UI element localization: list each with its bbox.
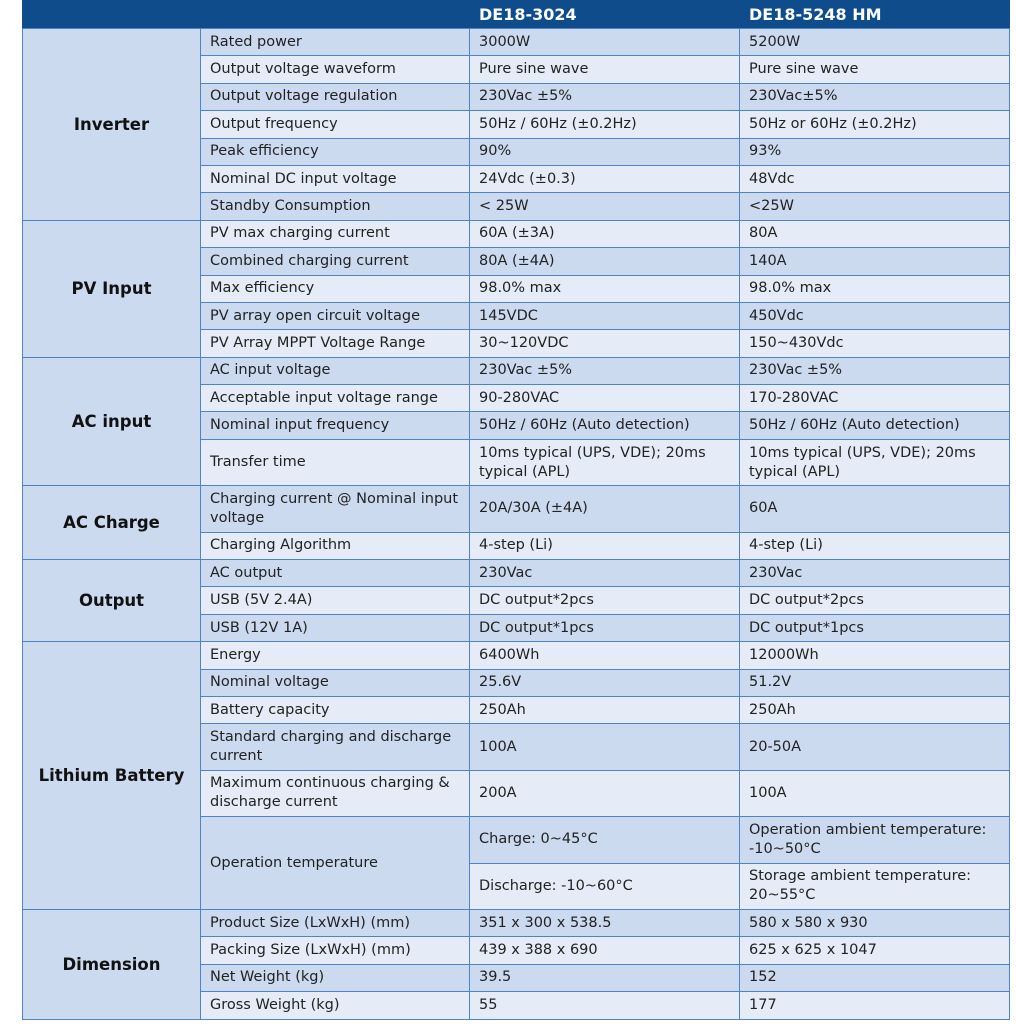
header-category [23,1,201,29]
parameter-name: Operation temperature [201,817,470,910]
value-de18-5248hm: DC output*2pcs [740,587,1010,614]
value-de18-3024: 145VDC [470,302,740,329]
value-de18-5248hm: 50Hz / 60Hz (Auto detection) [740,412,1010,439]
parameter-name: AC output [201,560,470,587]
value-de18-5248hm: <25W [740,193,1010,220]
parameter-name: PV array open circuit voltage [201,302,470,329]
header-row [23,1,1010,29]
parameter-name: Gross Weight (kg) [201,992,470,1019]
spec-table-header [23,1,1010,29]
value-de18-5248hm: 250Ah [740,696,1010,723]
parameter-name: Standby Consumption [201,193,470,220]
value-de18-5248hm: 580 x 580 x 930 [740,909,1010,936]
parameter-name: PV max charging current [201,220,470,247]
value-de18-3024: 351 x 300 x 538.5 [470,909,740,936]
parameter-name: USB (5V 2.4A) [201,587,470,614]
value-de18-5248hm: 170-280VAC [740,385,1010,412]
value-de18-3024: 90-280VAC [470,385,740,412]
parameter-name: Combined charging current [201,248,470,275]
value-de18-3024: 39.5 [470,964,740,991]
parameter-name: Acceptable input voltage range [201,385,470,412]
value-de18-5248hm: 80A [740,220,1010,247]
value-de18-3024: 55 [470,992,740,1019]
value-de18-3024: 200A [470,770,740,816]
value-de18-5248hm: DC output*1pcs [740,614,1010,641]
section-label-pv-input: PV Input [23,220,201,357]
value-de18-5248hm: 230Vac±5% [740,83,1010,110]
value-de18-3024: < 25W [470,193,740,220]
parameter-name: Peak efficiency [201,138,470,165]
header-model-de18-5248hm: DE18-5248 HM [740,1,1010,29]
section-label-output: Output [23,560,201,642]
parameter-name: Max efficiency [201,275,470,302]
value-de18-5248hm: 12000Wh [740,642,1010,669]
value-de18-3024: 20A/30A (±4A) [470,486,740,532]
value-de18-5248hm: 150~430Vdc [740,330,1010,357]
value-de18-3024: 25.6V [470,669,740,696]
value-de18-5248hm: Operation ambient temperature: -10~50°C [740,817,1010,863]
section-label-inverter: Inverter [23,29,201,221]
value-de18-3024: 24Vdc (±0.3) [470,165,740,192]
parameter-name: Output voltage regulation [201,83,470,110]
value-de18-5248hm: Storage ambient temperature: 20~55°C [740,863,1010,909]
table-row [23,220,1010,247]
value-de18-5248hm: 48Vdc [740,165,1010,192]
value-de18-5248hm: 230Vac [740,560,1010,587]
parameter-name: Nominal input frequency [201,412,470,439]
header-model-de18-3024: DE18-3024 [470,1,740,29]
value-de18-3024: Charge: 0~45°C [470,817,740,863]
parameter-name: Standard charging and discharge current [201,724,470,770]
header-parameter [201,1,470,29]
value-de18-3024: 6400Wh [470,642,740,669]
parameter-name: USB (12V 1A) [201,614,470,641]
table-row [23,642,1010,669]
value-de18-5248hm: 60A [740,486,1010,532]
value-de18-3024: 50Hz / 60Hz (±0.2Hz) [470,111,740,138]
parameter-name: Charging Algorithm [201,532,470,559]
parameter-name: Nominal voltage [201,669,470,696]
value-de18-3024: 60A (±3A) [470,220,740,247]
parameter-name: Net Weight (kg) [201,964,470,991]
value-de18-3024: 30~120VDC [470,330,740,357]
parameter-name: Packing Size (LxWxH) (mm) [201,937,470,964]
value-de18-3024: 439 x 388 x 690 [470,937,740,964]
table-row [23,909,1010,936]
value-de18-3024: 3000W [470,29,740,56]
value-de18-5248hm: 93% [740,138,1010,165]
table-row [23,357,1010,384]
value-de18-5248hm: 50Hz or 60Hz (±0.2Hz) [740,111,1010,138]
spec-table-body [23,29,1010,1020]
value-de18-3024: DC output*1pcs [470,614,740,641]
value-de18-3024: Discharge: -10~60°C [470,863,740,909]
value-de18-5248hm: 177 [740,992,1010,1019]
value-de18-5248hm: 10ms typical (UPS, VDE); 20ms typical (APL) [740,439,1010,485]
value-de18-5248hm: 100A [740,770,1010,816]
value-de18-5248hm: 450Vdc [740,302,1010,329]
value-de18-5248hm: 230Vac ±5% [740,357,1010,384]
value-de18-3024: 4-step (Li) [470,532,740,559]
value-de18-3024: 80A (±4A) [470,248,740,275]
table-row [23,560,1010,587]
table-row [23,29,1010,56]
value-de18-5248hm: 625 x 625 x 1047 [740,937,1010,964]
parameter-name: Output voltage waveform [201,56,470,83]
parameter-name: PV Array MPPT Voltage Range [201,330,470,357]
value-de18-3024: 10ms typical (UPS, VDE); 20ms typical (APL) [470,439,740,485]
parameter-name: AC input voltage [201,357,470,384]
parameter-name: Energy [201,642,470,669]
section-label-lithium-battery: Lithium Battery [23,642,201,910]
parameter-name: Output frequency [201,111,470,138]
spec-table [22,0,1010,1020]
section-label-dimension: Dimension [23,909,201,1019]
parameter-name: Nominal DC input voltage [201,165,470,192]
value-de18-3024: 230Vac ±5% [470,357,740,384]
section-label-ac-input: AC input [23,357,201,486]
value-de18-5248hm: 152 [740,964,1010,991]
value-de18-3024: 50Hz / 60Hz (Auto detection) [470,412,740,439]
parameter-name: Transfer time [201,439,470,485]
parameter-name: Rated power [201,29,470,56]
value-de18-3024: 230Vac [470,560,740,587]
value-de18-5248hm: 98.0% max [740,275,1010,302]
value-de18-3024: Pure sine wave [470,56,740,83]
value-de18-5248hm: 4-step (Li) [740,532,1010,559]
parameter-name: Charging current @ Nominal input voltage [201,486,470,532]
parameter-name: Maximum continuous charging & discharge current [201,770,470,816]
value-de18-3024: 98.0% max [470,275,740,302]
value-de18-5248hm: 5200W [740,29,1010,56]
value-de18-3024: 230Vac ±5% [470,83,740,110]
parameter-name: Product Size (LxWxH) (mm) [201,909,470,936]
value-de18-3024: DC output*2pcs [470,587,740,614]
value-de18-3024: 100A [470,724,740,770]
value-de18-3024: 250Ah [470,696,740,723]
parameter-name: Battery capacity [201,696,470,723]
value-de18-5248hm: Pure sine wave [740,56,1010,83]
section-label-ac-charge: AC Charge [23,486,201,560]
value-de18-3024: 90% [470,138,740,165]
value-de18-5248hm: 140A [740,248,1010,275]
table-row [23,486,1010,532]
value-de18-5248hm: 20-50A [740,724,1010,770]
value-de18-5248hm: 51.2V [740,669,1010,696]
